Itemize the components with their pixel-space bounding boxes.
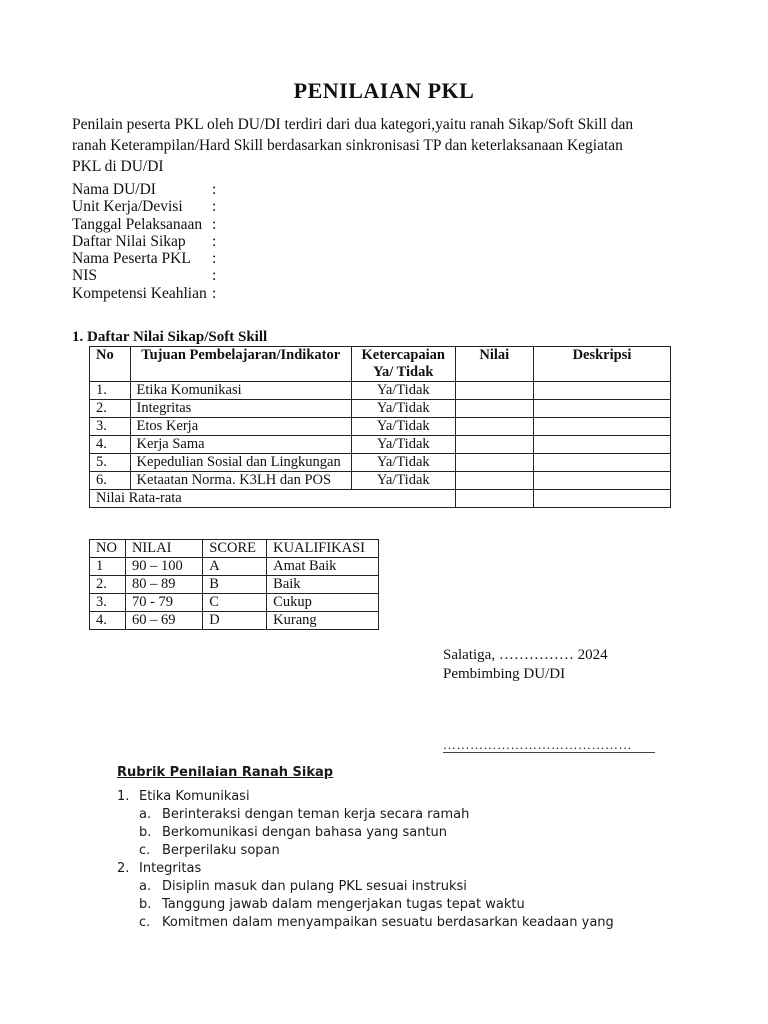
sub-text: Disiplin masuk dan pulang PKL sesuai instruksi <box>162 879 467 894</box>
sub-text: Berkomunikasi dengan bahasa yang santun <box>162 825 448 840</box>
table-cell: Baik <box>267 576 379 594</box>
sub-letter: a. <box>139 879 152 894</box>
field-colon: : <box>212 215 217 233</box>
cell-nilai[interactable] <box>455 472 533 490</box>
table-cell: 2. <box>90 576 126 594</box>
header-cell: No <box>90 347 131 382</box>
field-colon: : <box>212 250 217 268</box>
header-cell: SCORE <box>203 540 267 558</box>
field-colon: : <box>212 284 217 302</box>
place-date: Salatiga, …………… 2024 <box>443 647 608 663</box>
field-label: Daftar Nilai Sikap <box>72 232 186 250</box>
sub-letter: c. <box>139 915 151 930</box>
item-label: Etika Komunikasi <box>139 789 250 804</box>
cell-ketercapaian[interactable]: Ya/Tidak <box>351 382 455 400</box>
table-row <box>90 418 671 436</box>
table-row <box>90 454 671 472</box>
cell-no: 3. <box>90 418 131 436</box>
cell-ketercapaian[interactable]: Ya/Tidak <box>351 454 455 472</box>
average-nilai-cell[interactable] <box>455 490 533 508</box>
rubric-title: Rubrik Penilaian Ranah Sikap <box>117 765 334 780</box>
identity-fields <box>72 181 217 302</box>
cell-no: 1. <box>90 382 131 400</box>
table-cell: B <box>203 576 267 594</box>
header-cell: Ketercapaian Ya/ Tidak <box>351 347 455 382</box>
cell-no: 2. <box>90 400 131 418</box>
cell-nilai[interactable] <box>455 454 533 472</box>
field-row <box>72 267 217 285</box>
table-cell: 90 – 100 <box>125 558 202 576</box>
table-header-row <box>90 540 379 558</box>
table-cell: Kurang <box>267 612 379 630</box>
field-label: Nama DU/DI <box>72 181 156 198</box>
signature-line: …………………………………… <box>443 737 655 753</box>
soft-skill-table <box>89 346 671 508</box>
sub-letter: a. <box>139 807 152 822</box>
signature-block <box>443 646 608 684</box>
cell-deskripsi[interactable] <box>533 382 670 400</box>
sub-text: Tanggung jawab dalam mengerjakan tugas tepat waktu <box>162 897 525 912</box>
rubric-sub-item <box>117 914 627 932</box>
rubric-section <box>117 765 627 932</box>
header-cell: Deskripsi <box>533 347 670 382</box>
table-cell: 80 – 89 <box>125 576 202 594</box>
signer-role: Pembimbing DU/DI <box>443 666 566 682</box>
field-row <box>72 284 217 302</box>
table-cell: 60 – 69 <box>125 612 202 630</box>
page-title: PENILAIAN PKL <box>293 78 475 103</box>
sub-text: Berinteraksi dengan teman kerja secara ramah <box>162 807 470 822</box>
rubric-sub-item <box>117 878 627 896</box>
rubric-item <box>117 788 627 806</box>
field-row <box>72 215 217 233</box>
rubric-sub-item <box>117 824 627 842</box>
cell-ketercapaian[interactable]: Ya/Tidak <box>351 436 455 454</box>
table-cell: Amat Baik <box>267 558 379 576</box>
sub-text: Berperilaku sopan <box>162 843 280 858</box>
table-cell: D <box>203 612 267 630</box>
cell-nilai[interactable] <box>455 436 533 454</box>
rubric-sub-item <box>117 842 627 860</box>
cell-indikator: Etos Kerja <box>130 418 351 436</box>
field-label: Tanggal Pelaksanaan <box>72 215 203 233</box>
item-number: 2. <box>117 861 130 876</box>
field-row <box>72 198 217 216</box>
header-cell: Tujuan Pembelajaran/Indikator <box>130 347 351 382</box>
header-cell: NO <box>90 540 126 558</box>
cell-nilai[interactable] <box>455 418 533 436</box>
item-number: 1. <box>117 789 130 804</box>
item-label: Integritas <box>139 861 202 876</box>
cell-nilai[interactable] <box>455 400 533 418</box>
cell-indikator: Ketaatan Norma. K3LH dan POS <box>130 472 351 490</box>
rubric-sub-item <box>117 896 627 914</box>
section-heading: 1. Daftar Nilai Sikap/Soft Skill <box>72 329 268 345</box>
sub-text: Komitmen dalam menyampaikan sesuatu berdasarkan keadaan yang <box>162 915 614 930</box>
cell-deskripsi[interactable] <box>533 454 670 472</box>
table-header-row <box>90 347 671 382</box>
average-deskripsi-cell[interactable] <box>533 490 670 508</box>
field-row <box>72 250 217 268</box>
cell-deskripsi[interactable] <box>533 436 670 454</box>
field-colon: : <box>212 232 217 250</box>
sub-letter: c. <box>139 843 151 858</box>
cell-ketercapaian[interactable]: Ya/Tidak <box>351 418 455 436</box>
table-row <box>90 594 379 612</box>
field-label: Unit Kerja/Devisi <box>72 198 183 216</box>
cell-ketercapaian[interactable]: Ya/Tidak <box>351 400 455 418</box>
table-row <box>90 558 379 576</box>
cell-deskripsi[interactable] <box>533 418 670 436</box>
cell-no: 5. <box>90 454 131 472</box>
table-row <box>90 472 671 490</box>
cell-indikator: Integritas <box>130 400 351 418</box>
table-cell: 1 <box>90 558 126 576</box>
field-colon: : <box>212 267 217 285</box>
cell-deskripsi[interactable] <box>533 400 670 418</box>
table-row <box>90 436 671 454</box>
table-row <box>90 612 379 630</box>
cell-ketercapaian[interactable]: Ya/Tidak <box>351 472 455 490</box>
header-cell: NILAI <box>125 540 202 558</box>
table-cell: 3. <box>90 594 126 612</box>
average-label: Nilai Rata-rata <box>90 490 456 508</box>
field-label: Nama Peserta PKL <box>72 250 191 268</box>
cell-no: 6. <box>90 472 131 490</box>
cell-indikator: Kerja Sama <box>130 436 351 454</box>
field-label: Kompetensi Keahlian <box>72 284 207 302</box>
table-row <box>90 576 379 594</box>
table-row <box>90 382 671 400</box>
table-row <box>90 400 671 418</box>
table-cell: Cukup <box>267 594 379 612</box>
table-cell: 70 - 79 <box>125 594 202 612</box>
rubric-sub-item <box>117 806 627 824</box>
table-cell: 4. <box>90 612 126 630</box>
grading-scale-table <box>89 539 379 630</box>
sub-letter: b. <box>139 825 152 840</box>
cell-indikator: Kepedulian Sosial dan Lingkungan <box>130 454 351 472</box>
cell-deskripsi[interactable] <box>533 472 670 490</box>
table-footer-row <box>90 490 671 508</box>
field-row <box>72 232 217 250</box>
field-row <box>72 181 217 198</box>
cell-nilai[interactable] <box>455 382 533 400</box>
field-colon: : <box>212 198 217 216</box>
table-cell: A <box>203 558 267 576</box>
cell-no: 4. <box>90 436 131 454</box>
sub-letter: b. <box>139 897 152 912</box>
cell-indikator: Etika Komunikasi <box>130 382 351 400</box>
header-cell: KUALIFIKASI <box>267 540 379 558</box>
field-colon: : <box>212 181 217 198</box>
intro-paragraph: Penilain peserta PKL oleh DU/DI terdiri dari dua kategori,yaitu ranah Sikap/Soft Skill dan ranah Keterampilan/Hard Skill berdasarkan sinkronisasi TP dan keterlaksanaan Kegiatan PKL di DU/DI <box>72 116 634 175</box>
rubric-item <box>117 860 627 878</box>
header-cell: Nilai <box>455 347 533 382</box>
field-label: NIS <box>72 267 97 285</box>
table-cell: C <box>203 594 267 612</box>
